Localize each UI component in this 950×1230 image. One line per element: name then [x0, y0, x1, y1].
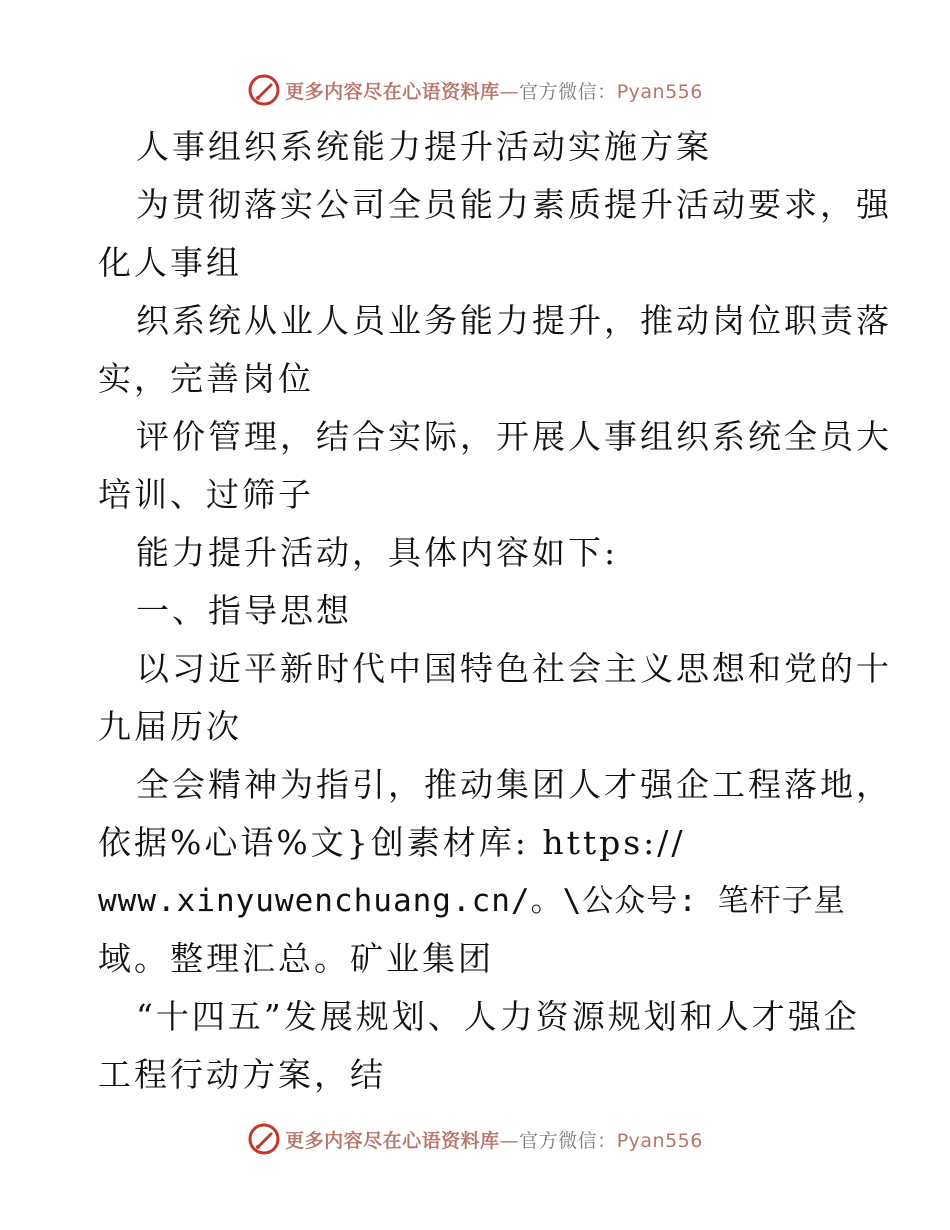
pen-logo-icon	[247, 1122, 281, 1156]
paragraph-line: 全会精神为指引，推动集团人才强企工程落地，	[136, 765, 892, 804]
watermark-wechat-id: Pyan556	[616, 80, 703, 103]
paragraph-line: 培训、过筛子	[98, 475, 314, 514]
paragraph-line: 域。整理汇总。矿业集团	[98, 939, 494, 978]
watermark-separator: —	[499, 80, 520, 103]
pen-logo-icon	[247, 73, 281, 107]
header-watermark	[0, 68, 950, 112]
watermark-wechat-label: 官方微信：	[519, 80, 617, 103]
paragraph-line: 为贯彻落实公司全员能力素质提升活动要求，强	[136, 185, 892, 224]
document-body	[98, 118, 892, 1104]
paragraph-line: 能力提升活动，具体内容如下:	[136, 533, 619, 572]
watermark-text	[285, 77, 703, 104]
paragraph-line: 九届历次	[98, 707, 242, 746]
paragraph-line: 依据%心语%文}创素材库: https://	[98, 823, 686, 862]
paragraph-line: 工程行动方案，结	[98, 1055, 386, 1094]
footer-watermark	[0, 1117, 950, 1161]
watermark-separator: —	[499, 1129, 520, 1152]
watermark-wechat-id: Pyan556	[616, 1129, 703, 1152]
document-title: 人事组织系统能力提升活动实施方案	[136, 127, 712, 166]
watermark-text	[285, 1126, 703, 1153]
watermark-brand: 更多内容尽在心语资料库	[285, 1129, 500, 1152]
watermark-wechat-label: 官方微信：	[519, 1129, 617, 1152]
paragraph-line: 评价管理，结合实际，开展人事组织系统全员大	[136, 417, 892, 456]
watermark-brand: 更多内容尽在心语资料库	[285, 80, 500, 103]
paragraph-line: 以习近平新时代中国特色社会主义思想和党的十	[136, 649, 892, 688]
paragraph-line: 织系统从业人员业务能力提升，推动岗位职责落	[136, 301, 892, 340]
paragraph-line: 实，完善岗位	[98, 359, 314, 398]
section-heading: 一、指导思想	[136, 591, 352, 630]
paragraph-line: 化人事组	[98, 243, 242, 282]
paragraph-line-url: www.xinyuwenchuang.cn/。\公众号: 笔杆子星	[98, 883, 846, 919]
paragraph-line: “十四五”发展规划、人力资源规划和人才强企	[136, 997, 860, 1036]
